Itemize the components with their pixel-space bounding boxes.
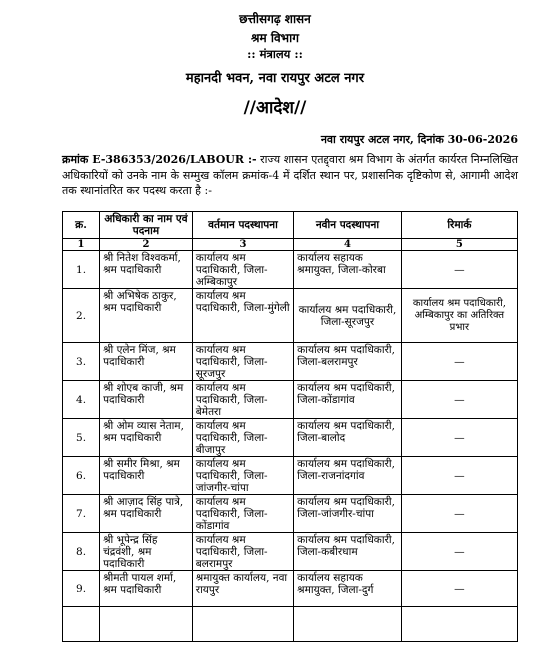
remark: — — [401, 457, 517, 495]
empty-cell — [63, 607, 100, 642]
officer-name: श्रीमती पायल शर्मा, श्रम पदाधिकारी — [100, 571, 193, 607]
column-number: 3 — [192, 239, 293, 251]
order-text: राज्य शासन एतद्द्वारा श्रम विभाग के अंतर्गत कार्यरत निम्नलिखित अधिकारियों को उनके नाम के सम्मुख कॉलम क्रमांक-4 में दर्शित स्थान पर, प्रशासनिक दृष्टिकोण से, आगामी आदेश तक स्थानांतरित कर पदस्थ करता है :- — [62, 153, 518, 197]
current-posting: कार्यालय श्रम पदाधिकारी, जिला-अम्बिकापुर — [192, 251, 293, 289]
serial-number: 8. — [63, 533, 100, 571]
table-row — [63, 343, 518, 381]
empty-cell — [192, 607, 293, 642]
empty-cell — [401, 607, 517, 642]
column-number: 1 — [63, 239, 100, 251]
column-number: 2 — [100, 239, 193, 251]
current-posting: कार्यालय श्रम पदाधिकारी, जिला-बेमेतरा — [192, 381, 293, 419]
officer-name: श्री आज़ाद सिंह पात्रे, श्रम पदाधिकारी — [100, 495, 193, 533]
table-row — [63, 381, 518, 419]
new-posting: कार्यालय श्रम पदाधिकारी, जिला-राजनांदगांव — [294, 457, 402, 495]
new-posting: कार्यालय श्रम पदाधिकारी, जिला-बालोद — [294, 419, 402, 457]
new-posting: कार्यालय सहायक श्रमायुक्त, जिला-कोरबा — [294, 251, 402, 289]
table-row — [63, 289, 518, 343]
table-row — [63, 533, 518, 571]
department-heading: श्रम विभाग — [251, 31, 299, 45]
serial-number: 5. — [63, 419, 100, 457]
current-posting: कार्यालय श्रम पदाधिकारी, जिला-जांजगीर-चांपा — [192, 457, 293, 495]
new-posting: कार्यालय सहायक श्रमायुक्त, जिला-दुर्ग — [294, 571, 402, 607]
remark: — — [401, 495, 517, 533]
header-sr: क्र. — [63, 212, 100, 239]
new-posting: कार्यालय श्रम पदाधिकारी, जिला-जांजगीर-चांपा — [294, 495, 402, 533]
column-number: 5 — [401, 239, 517, 251]
ministry-heading: :: मंत्रालय :: — [247, 47, 303, 61]
officer-name: श्री अभिषेक ठाकुर, श्रम पदाधिकारी — [100, 289, 193, 343]
table-header-row — [63, 212, 518, 239]
remark: — — [401, 251, 517, 289]
officer-name: श्री ओम व्यास नेताम, श्रम पदाधिकारी — [100, 419, 193, 457]
new-posting: कार्यालय श्रम पदाधिकारी, जिला-कबीरधाम — [294, 533, 402, 571]
table-row — [63, 251, 518, 289]
officer-name: श्री एलेन मिंज, श्रम पदाधिकारी — [100, 343, 193, 381]
officer-name: श्री समीर मिश्रा, श्रम पदाधिकारी — [100, 457, 193, 495]
new-posting: कार्यालय श्रम पदाधिकारी, जिला-कोंडागांव — [294, 381, 402, 419]
table-row — [63, 495, 518, 533]
serial-number: 7. — [63, 495, 100, 533]
order-date: नवा रायपुर अटल नगर, दिनांक 30-06-2026 — [320, 133, 518, 146]
address-heading: महानदी भवन, नवा रायपुर अटल नगर — [185, 71, 365, 86]
current-posting: कार्यालय श्रम पदाधिकारी, जिला-बलरामपुर — [192, 533, 293, 571]
state-government-heading: छत्तीसगढ़ शासन — [239, 12, 311, 26]
current-posting: कार्यालय श्रम पदाधिकारी, जिला-मुंगेली — [192, 289, 293, 343]
serial-number: 1. — [63, 251, 100, 289]
order-paragraph — [62, 152, 518, 199]
header-officer-name: अधिकारी का नाम एवं पदनाम — [100, 212, 193, 239]
empty-cell — [100, 607, 193, 642]
serial-number: 4. — [63, 381, 100, 419]
remark: — — [401, 419, 517, 457]
current-posting: कार्यालय श्रम पदाधिकारी, जिला-बीजापुर — [192, 419, 293, 457]
remark: — — [401, 533, 517, 571]
header-current-posting: वर्तमान पदस्थापना — [192, 212, 293, 239]
new-posting: कार्यालय श्रम पदाधिकारी, जिला-सूरजपुर — [294, 289, 402, 343]
header-new-posting: नवीन पदस्थापना — [294, 212, 402, 239]
serial-number: 2. — [63, 289, 100, 343]
officer-name: श्री शोएब काजी, श्रम पदाधिकारी — [100, 381, 193, 419]
serial-number: 9. — [63, 571, 100, 607]
officer-name: श्री नितेश विश्वकर्मा, श्रम पदाधिकारी — [100, 251, 193, 289]
column-number-row — [63, 239, 518, 251]
order-number: क्रमांक E-386353/2026/LABOUR :- — [62, 153, 257, 166]
remark: कार्यालय श्रम पदाधिकारी, अम्बिकापुर का अतिरिक्त प्रभार — [401, 289, 517, 343]
remark: — — [401, 571, 517, 607]
table-row — [63, 571, 518, 607]
current-posting: कार्यालय श्रम पदाधिकारी, जिला-सूरजपुर — [192, 343, 293, 381]
column-number: 4 — [294, 239, 402, 251]
table-row — [63, 457, 518, 495]
transfer-table — [62, 211, 518, 642]
serial-number: 3. — [63, 343, 100, 381]
table-row-empty — [63, 607, 518, 642]
current-posting: श्रमायुक्त कार्यालय, नवा रायपुर — [192, 571, 293, 607]
new-posting: कार्यालय श्रम पदाधिकारी, जिला-बलरामपुर — [294, 343, 402, 381]
order-title: //आदेश// — [243, 98, 307, 118]
remark: — — [401, 343, 517, 381]
serial-number: 6. — [63, 457, 100, 495]
empty-cell — [294, 607, 402, 642]
remark: — — [401, 381, 517, 419]
current-posting: कार्यालय श्रम पदाधिकारी, जिला-कोंडागांव — [192, 495, 293, 533]
table-row — [63, 419, 518, 457]
officer-name: श्री भूपेन्द्र सिंह चंद्रवंशी, श्रम पदाधिकारी — [100, 533, 193, 571]
header-remark: रिमार्क — [401, 212, 517, 239]
